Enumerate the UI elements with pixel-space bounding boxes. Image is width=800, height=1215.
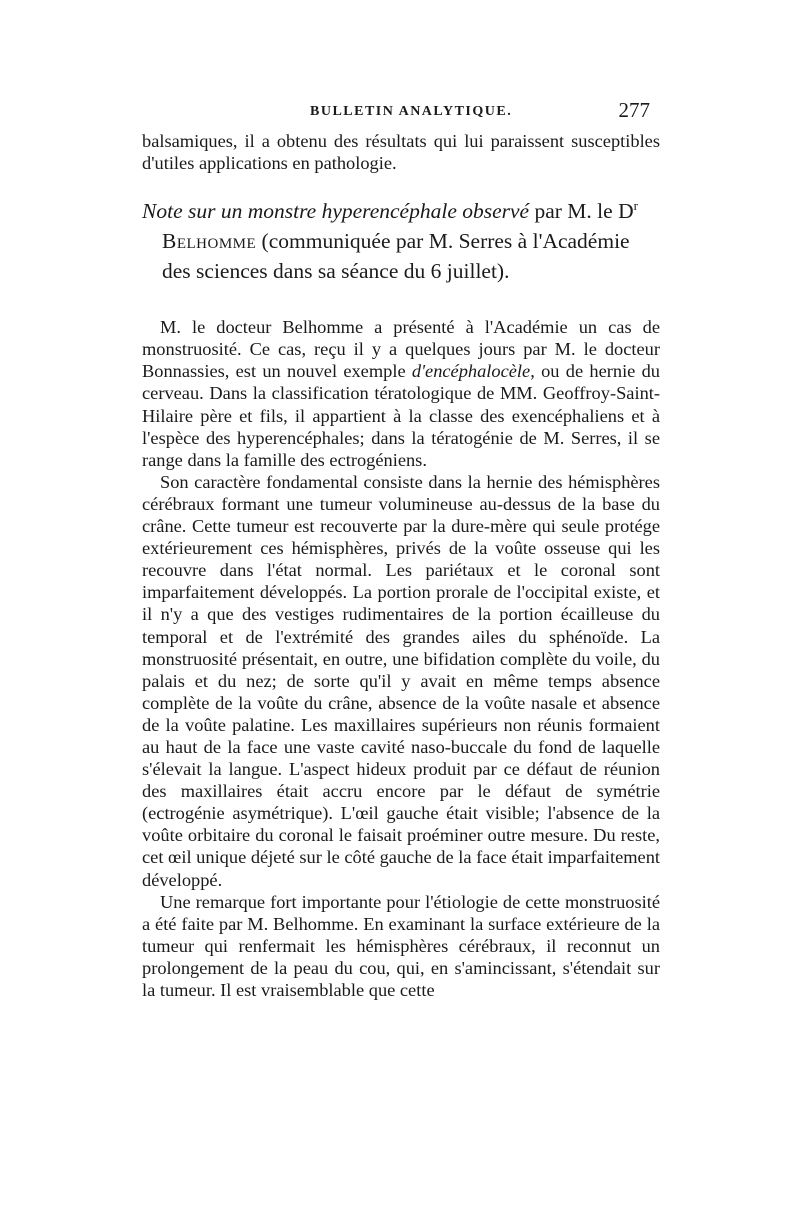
- paragraph-1-part-a: M. le docteur Belhomme a présenté à l'Académie un cas de monstruosité. Ce cas, reçu il y a quelques jours par M. le docteur Bonnassies, est un nouvel exemple: [142, 317, 660, 382]
- paragraph-3: Une remarque fort importante pour l'étiologie de cette monstruosité a été faite par M. Belhomme. En examinant la surface extérieure de la tumeur qui renfermait les hémisphères cérébraux, il reconnut un prolongement de la peau du cou, qui, en s'amincissant, s'étendait sur la tumeur. Il est vraisemblable que cette: [142, 891, 660, 1000]
- article-byline: par M. le D: [529, 199, 634, 224]
- paragraph-1-part-b: , ou de hernie du cerveau. Dans la classification tératologique de MM. Geoffroy-Saint-Hilaire père et fils, il appartient à la classe des exencéphaliens et à l'espèce des hyperencéphales; dans la tératogénie de M. Serres, il se range dans la famille des ectrogéniens.: [142, 361, 661, 470]
- article-heading: [142, 196, 660, 286]
- running-head-title: BULLETIN ANALYTIQUE.: [310, 104, 513, 119]
- article-author: Belhomme: [162, 229, 257, 254]
- paragraph-2: Son caractère fondamental consiste dans la hernie des hémisphères cérébraux formant une tumeur volumineuse au-dessus de la base du crâne. Cette tumeur est recouverte par la dure-mère qui seule protége extérieurement ces hémisphères, privés de la voûte osseuse qui les recouvre dans l'état normal. Les pariétaux et le coronal sont imparfaitement développés. La portion prorale de l'occipital existe, et il n'y a que des vestiges rudimentaires de la portion écailleuse du temporal et de l'extrémité des grandes ailes du sphénoïde. La monstruosité présentait, en outre, une bifidation complète du voile, du palais et du nez; de sorte qu'il y avait en même temps absence complète de la voûte du crâne, absence de la voûte nasale et absence de la voûte palatine. Les maxillaires supérieurs non réunis formaient au haut de la face une vaste cavité naso-buccale du fond de laquelle s'élevait la langue. L'aspect hideux produit par ce défaut de réunion des maxillaires était accru encore par le défaut de symétrie (ectrogénie asymétrique). L'œil gauche était visible; l'absence de la voûte orbitaire du coronal le faisait proéminer outre mesure. Du reste, cet œil unique déjeté sur le côté gauche de la face était imparfaitement développé.: [142, 471, 660, 890]
- continued-paragraph: balsamiques, il a obtenu des résultats qui lui paraissent susceptibles d'utiles applications en pathologie.: [142, 131, 660, 174]
- running-head: [142, 98, 660, 128]
- book-page: [142, 98, 660, 1001]
- page-number: 277: [618, 98, 650, 122]
- article-title: Note sur un monstre hyperencéphale observé: [142, 199, 530, 224]
- doctor-superscript: r: [633, 198, 638, 214]
- paragraph-1: [142, 316, 660, 471]
- article-heading-rest: (communiquée par M. Serres à l'Académie des sciences dans sa séance du 6 juillet).: [162, 229, 630, 284]
- paragraph-1-italic-term: d'encéphalocèle: [411, 361, 531, 382]
